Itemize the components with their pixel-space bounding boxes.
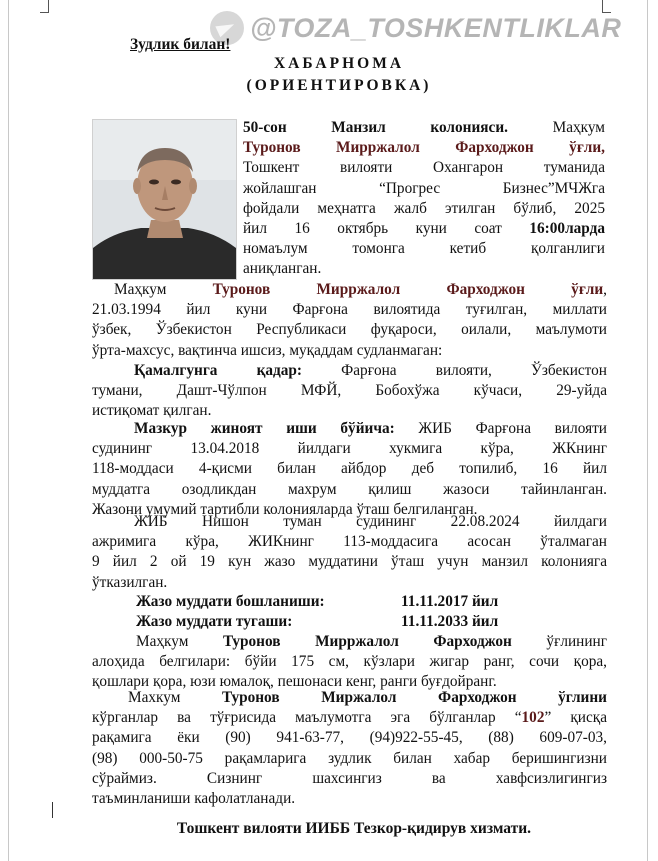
intro-line [243,259,605,279]
urgent-heading: Зудлик билан! [130,36,231,53]
document-title: ХАБАРНОМА [273,55,405,72]
intro-line [243,239,605,259]
features-text: ўғлининг [546,633,607,650]
transfer-text: 9 йил 2 ой 19 кун жазо муддатини ўташ учун манзил колонияга [92,553,607,571]
transfer-line [92,552,607,572]
suspect-name: Туронов Мирржалол Фарходжон [222,633,547,650]
contact-text: ўглини [558,689,607,706]
case-text: муддатга озодликдан махрум қилиш жазоси тайинланган. [92,480,607,498]
features-text: Маҳкум [136,633,223,650]
case-text: судининг 13.04.2018 йилдаги хукмига кўра, ЖКнинг [92,440,607,458]
term-start-date [401,592,498,612]
bio-line [92,300,607,320]
contact-line [92,769,607,789]
escape-time: 16:00ларда [529,219,605,237]
text-cursor [52,802,53,818]
case-line [92,459,607,479]
contact-line [92,749,607,769]
term-end-date [401,612,498,632]
intro-line [243,219,605,239]
features-line [92,632,607,652]
contact-text: таъминланиши кафолатланади. [92,789,296,807]
suspect-photo [92,119,237,280]
residence-text: тумани, Дашт-Чўлпон МФЙ, Бобохўжа кўчаси, 29-уйда [92,382,607,400]
bio-text: ўзбек, Ўзбекистон Республикаси фуқароси, оилали, маълумоти [92,321,607,339]
term-start-label: Жазо муддати бошланиши: [136,593,325,610]
features-line [92,652,607,672]
intro-paragraph [243,118,605,280]
term-start-value: 11.11.2017 йил [401,593,499,610]
features-text: қошлари қора, юзи юмалоқ, пешонаси кенг, ранги буғдойранг. [92,673,497,691]
contact-text: Махкум [128,689,222,706]
margin-corner-left [40,0,49,13]
intro-line [243,138,605,158]
intro-text: фойдали меҳнатга жалб этилган бўлиб, 2025 [243,199,605,217]
bio-text: Маҳкум [114,281,213,298]
intro-text: номаълум томонга кетиб қолганлиги [243,240,605,258]
case-line [92,439,607,459]
term-start [136,592,325,612]
colony-name: 50-сон Манзил колонияси. [243,119,508,136]
case-text: 118-моддаси 4-қисми билан айбдор деб топилиб, 16 йил [92,460,607,478]
intro-text: Маҳкум [507,119,605,136]
residence-line [92,361,607,381]
features-paragraph [92,632,607,693]
contact-text: кўрганлар ва тўғрисида маълумотга эга бўлганлар “ [92,709,522,727]
transfer-paragraph [92,512,607,593]
hotline-number: 102 [521,709,545,727]
intro-text: аниқланган. [243,260,322,278]
transfer-line [92,512,607,532]
contact-text: ” қисқа [544,709,607,727]
phone-numbers: рақамига ёки (90) 941-63-77, (94)922-55-45, (88) 609-07-03, [92,729,607,747]
intro-text: жойлашган “Прогрес Бизнес”МЧЖга [243,179,605,197]
term-end-value: 11.11.2033 йил [401,613,499,630]
transfer-text: ажримига кўра, ЖИКнинг 113-моддасига асосан ўталмаган [92,533,607,551]
bio-paragraph [92,280,607,361]
suspect-name: Туронов Миржалол Фарходжон [222,689,559,706]
intro-text: йил 16 октябрь куни соат [243,219,530,237]
case-line [92,419,607,439]
intro-text: Тошкент вилояти Охангарон туманида [243,159,605,177]
bio-text: ўрта-махсус, вақтинча ишсиз, муқаддам судланмаган: [92,341,443,359]
contact-line [92,789,607,809]
residence-label: Қамалгунга қадар: [134,362,303,379]
transfer-line [92,573,607,593]
bio-text: , [603,281,607,298]
case-label: Мазкур жиноят иши бўйича: [134,420,395,437]
residence-line [92,381,607,401]
watermark-text: @TOZA_TOSHKENTLIKLAR [250,12,622,43]
footer-signature: Тошкент вилояти ИИББ Тезкор-қидирув хизмати. [176,820,532,837]
bio-text: 21.03.1994 йил куни Фарғона вилоятида туғилган, миллати [92,301,607,319]
residence-text: Фарғона вилояти, Ўзбекистон [302,362,607,379]
intro-line [243,158,605,178]
document-subtitle: (ОРИЕНТИРОВКА) [246,77,432,94]
term-end-label: Жазо муддати тугаши: [136,613,293,630]
case-text: Жазони умумий тартибли колонияларда ўташ белгиланган. [92,500,478,518]
suspect-name: Туронов Мирржалол Фарходжон ўғли, [243,139,605,157]
transfer-line [92,532,607,552]
intro-line [243,199,605,219]
features-text: алоҳида белгилари: бўйи 175 см, кўзлари жигар ранг, сочи қора, [92,653,607,671]
contact-paragraph [92,688,607,809]
contact-line [92,708,607,728]
suspect-name: Туронов Мирржалол Фарходжон ўғли [212,281,604,298]
intro-line [243,118,605,138]
bio-line [92,280,607,300]
contact-line [92,728,607,748]
transfer-text: ЖИБ Нишон туман судининг 22.08.2024 йилдаги [134,513,607,530]
intro-line [243,179,605,199]
bio-line [92,320,607,340]
bio-line [92,341,607,361]
contact-line [92,688,607,708]
case-paragraph [92,419,607,520]
case-line [92,480,607,500]
residence-paragraph [92,361,607,422]
watermark [210,8,621,48]
case-text: ЖИБ Фарғона вилояти [394,420,607,437]
term-end [136,612,292,632]
transfer-text: ўтказилган. [92,573,168,591]
contact-text: сўраймиз. Сизнинг шахсингиз ва хавфсизлигингиз [92,769,607,787]
phone-numbers: (98) 000-50-75 рақамларига зудлик билан хабар беришингизни [92,749,607,767]
residence-text: истиқомат қилган. [92,402,212,420]
